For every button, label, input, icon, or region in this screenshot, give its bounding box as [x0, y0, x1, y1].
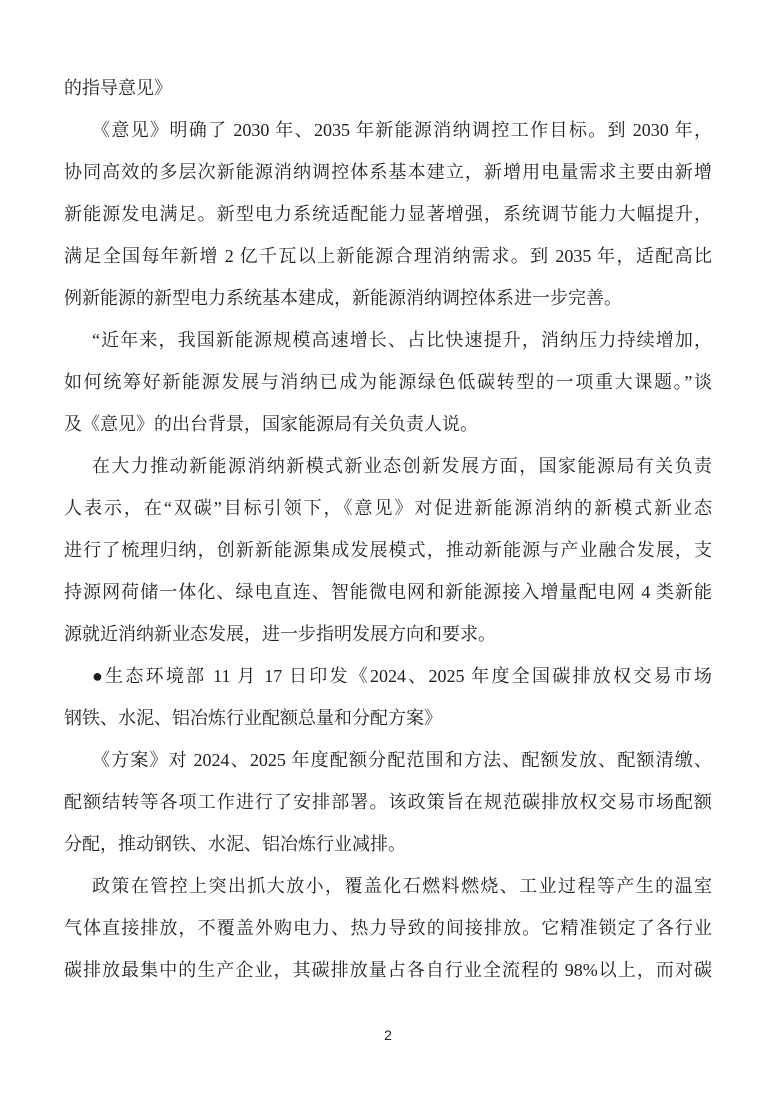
text-line: 《方案》对 2024、2025 年度配额分配范围和方法、配额发放、配额清缴、 — [92, 750, 712, 770]
text-line: 在大力推动新能源消纳新模式新业态创新发展方面，国家能源局有关负责 — [92, 456, 712, 476]
text-line: 气体直接排放，不覆盖外购电力、热力导致的间接排放。它精准锁定了各行业 — [64, 918, 712, 938]
text-line: 协同高效的多层次新能源消纳调控体系基本建立，新增用电量需求主要由新增 — [64, 162, 712, 182]
text-line: 新能源发电满足。新型电力系统适配能力显著增强，系统调节能力大幅提升， — [64, 204, 712, 224]
text-line: 钢铁、水泥、铝冶炼行业配额总量和分配方案》 — [64, 708, 442, 728]
document-body — [64, 67, 712, 991]
text-line: “近年来，我国新能源规模高速增长、占比快速提升，消纳压力持续增加， — [92, 330, 712, 350]
text-line: 例新能源的新型电力系统基本建成，新能源消纳调控体系进一步完善。 — [64, 288, 622, 308]
text-line: 《意见》明确了 2030 年、2035 年新能源消纳调控工作目标。到 2030 年， — [92, 120, 712, 140]
text-line: ●生态环境部 11 月 17 日印发《2024、2025 年度全国碳排放权交易市场 — [92, 666, 712, 686]
text-line: 碳排放最集中的生产企业，其碳排放量占各自行业全流程的 98%以上，而对碳 — [64, 960, 712, 980]
text-line: 源就近消纳新业态发展，进一步指明发展方向和要求。 — [64, 624, 496, 644]
text-line: 如何统筹好新能源发展与消纳已成为能源绿色低碳转型的一项重大课题。”谈 — [64, 372, 712, 392]
text-line: 的指导意见》 — [64, 78, 172, 98]
text-line: 满足全国每年新增 2 亿千瓦以上新能源合理消纳需求。到 2035 年，适配高比 — [64, 246, 712, 266]
text-line: 政策在管控上突出抓大放小，覆盖化石燃料燃烧、工业过程等产生的温室 — [92, 876, 712, 896]
text-line: 配额结转等各项工作进行了安排部署。该政策旨在规范碳排放权交易市场配额 — [64, 792, 712, 812]
page-footer — [0, 1026, 776, 1045]
text-line: 分配，推动钢铁、水泥、铝冶炼行业减排。 — [64, 834, 406, 854]
text-line: 进行了梳理归纳，创新新能源集成发展模式，推动新能源与产业融合发展，支 — [64, 540, 712, 560]
text-line: 及《意见》的出台背景，国家能源局有关负责人说。 — [64, 414, 478, 434]
text-line: 人表示，在“双碳”目标引领下，《意见》对促进新能源消纳的新模式新业态 — [64, 498, 712, 518]
page-number: 2 — [384, 1027, 392, 1043]
text-line: 持源网荷储一体化、绿电直连、智能微电网和新能源接入增量配电网 4 类新能 — [64, 582, 712, 602]
